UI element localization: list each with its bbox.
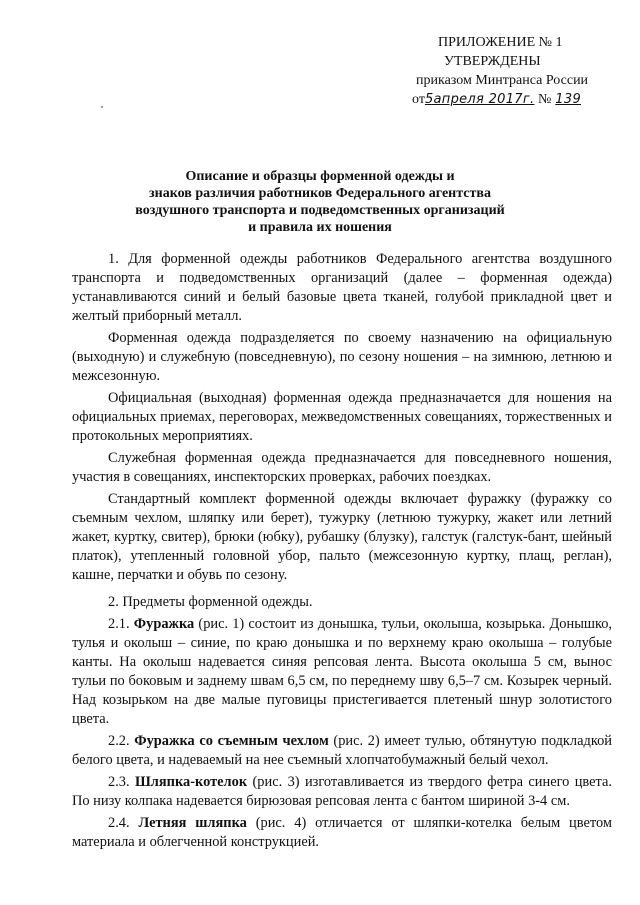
item-term: Фуражка со съемным чехлом — [134, 733, 329, 749]
paragraph-5: Стандартный комплект форменной одежды включает фуражку (фуражку со съемным чехлом, шляпку или берет), тужурку (летнюю тужурку, жакет или летний жакет, куртку, свитер), брюки (юбку), рубашку (блузку), галстук (галстук-бант, шейный платок), утепленный головной убор, пальто (межсезонную куртку, плащ, реглан), кашне, перчатки и обувь по сезону. — [72, 491, 612, 583]
item-2-4 — [72, 814, 612, 852]
item-2-2 — [72, 732, 612, 770]
paragraph-4: Служебная форменная одежда предназначается для повседневного ношения, участия в совещаниях, инспекторских проверках, рабочих поездках. — [72, 450, 612, 485]
title-line-1: Описание и образцы форменной одежды и — [185, 169, 455, 184]
date-prefix: от — [412, 92, 425, 107]
item-number: 2.1. — [108, 616, 130, 632]
item-number: 2.4. — [108, 815, 130, 831]
document-title — [130, 168, 510, 236]
item-2-3 — [72, 773, 612, 811]
number-prefix: № — [537, 92, 552, 107]
paragraph-1: 1. Для форменной одежды работников Федерального агентства воздушного транспорта и подведомственных организаций (далее – форменная одежда) устанавливаются синий и белый базовые цвета тканей, голубой прикладной цвет и желтый приборный металл. — [72, 251, 612, 324]
order-label: приказом Минтранса России — [416, 73, 589, 88]
item-term: Фуражка — [133, 616, 195, 632]
item-text: (рис. 4) отличается от шляпки-котелка белым цветом материала и облегченной конструкцией. — [72, 815, 612, 850]
item-text: (рис. 1) состоит из донышка, тульи, околыша, козырька. Донышко, тулья и околыш – синие, по краю донышка и по верхнему краю околыша – голубые канты. На околыш надевается синяя репсовая лента. Высота околыша 5 см, вынос тульи по боковым и заднему швам 6,5 см, по переднему шву 6,5–7 см. Козырек черный. Над козырьком на две малые пуговицы пристегивается плетеный шнур золотистого цвета. — [72, 616, 612, 727]
order-date-line — [400, 90, 610, 109]
section-2-heading: 2. Предметы форменной одежды. — [108, 594, 313, 610]
handwritten-date: 5апреля 2017г. — [424, 92, 535, 107]
handwritten-number: 139 — [555, 92, 582, 107]
title-line-2: знаков различия работников Федерального агентства — [149, 186, 491, 201]
item-term: Летняя шляпка — [138, 815, 247, 831]
document-body — [72, 250, 612, 855]
item-text: (рис. 2) имеет тулью, обтянутую подкладкой белого цвета, и надеваемый на нее съемный хлопчатобумажный белый чехол. — [72, 733, 612, 768]
item-number: 2.2. — [108, 733, 130, 749]
item-number: 2.3. — [108, 774, 130, 790]
paragraph-2: Форменная одежда подразделяется по своему назначению на официальную (выходную) и служебную (повседневную), по сезону ношения – на зимнюю, летнюю и межсезонную. — [72, 330, 612, 384]
annex-label: ПРИЛОЖЕНИЕ № 1 — [438, 35, 563, 50]
approval-header — [400, 33, 610, 109]
item-2-1 — [72, 615, 612, 729]
title-line-4: и правила их ношения — [248, 220, 392, 235]
title-line-3: воздушного транспорта и подведомственных организаций — [135, 203, 505, 218]
item-term: Шляпка-котелок — [134, 774, 248, 790]
approved-label: УТВЕРЖДЕНЫ — [444, 54, 541, 69]
scan-speck — [101, 106, 103, 108]
item-text: (рис. 3) изготавливается из твердого фетра синего цвета. По низу колпака надевается бирюзовая репсовая лента с бантом шириной 3-4 см. — [72, 774, 612, 809]
paragraph-3: Официальная (выходная) форменная одежда предназначается для ношения на официальных приемах, переговорах, межведомственных совещаниях, торжественных и протокольных мероприятиях. — [72, 390, 612, 444]
